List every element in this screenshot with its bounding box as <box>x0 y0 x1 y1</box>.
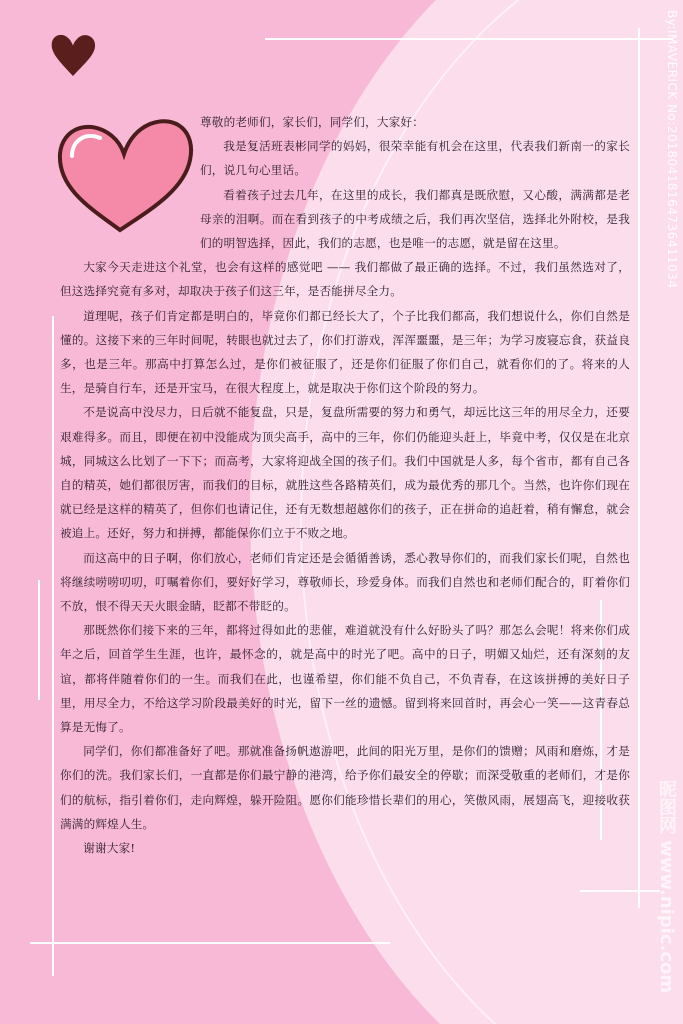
frame-line-left-short <box>38 580 40 700</box>
frame-line-right <box>638 28 640 908</box>
frame-line-bottom-right <box>580 890 660 892</box>
frame-line-bottom <box>30 942 390 944</box>
frame-line-top <box>265 38 673 40</box>
letter-body <box>60 110 630 860</box>
heart-small-icon <box>48 30 98 80</box>
letter-closing: 谢谢大家! <box>83 841 136 856</box>
letter-paragraph: 不是说高中没尽力，日后就不能复盘，只是，复盘所需要的努力和勇气，却远比这三年的用尽全力，还要艰难得多。而且，即便在初中没能成为顶尖高手，高中的三年，你们仍能迎头赶上，毕竟中考，仅仅是在北京城，同城这么比划了一下下；而高考，大家将迎战全国的孩子们。我们中国就是人多，每个省市，都有自己各自的精英，她们都很厉害，而我们的目标，就胜这些各路精英们，成为最优秀的那几个。当然，也许你们现在就已经是这样的精英了，但你们也请记住，还有无数想超越你们的孩子，正在拼命的追赶着，稍有懈怠，就会被追上。还好，努力和拼搏，都能保你们立于不败之地。 <box>60 405 630 541</box>
watermark-site: 昵图网 www.nipic.com <box>656 780 677 994</box>
letter-paragraph: 道理呢，孩子们肯定都是明白的，毕竟你们都已经长大了，个子比我们都高，我们想说什么，你们自然是懂的。这接下来的三年时间呢，转眼也就过去了，你们打游戏，浑浑噩噩，是三年；为学习废寝忘食，获益良多，也是三年。那高中打算怎么过，是你们被征服了，还是你们征服了你们自己，就看你们的了。将来的人生，是骑自行车，还是开宝马，在很大程度上，就是取决于你们这个阶段的努力。 <box>60 308 630 396</box>
letter-paragraph: 我是复活班表彬同学的妈妈，很荣幸能有机会在这里，代表我们新南一的家长们，说几句心里话。 <box>200 139 630 178</box>
letter-paragraph: 同学们，你们都准备好了吧。那就准备扬帆遨游吧，此间的阳光万里，是你们的馈赠；风雨和磨炼，才是你们的洗。我们家长们，一直都是你们最宁静的港湾，给予你们最安全的停歇；而深受敬重的老师们，才是你们的航标，指引着你们，走向辉煌，躲开险阻。愿你们能珍惜长辈们的用心，笑傲风雨，展翅高飞，迎接收获满满的辉煌人生。 <box>60 744 630 831</box>
watermark-id: By:IMAVERICK No:20180418164736411034 <box>665 10 679 289</box>
letter-paragraph: 那既然你们接下来的三年，都将过得如此的悲催，难道就没有什么好盼头了吗？那怎么会呢！将来你们成年之后，回首学生生涯，也许，最怀念的，就是高中的时光了吧。高中的日子，明媚又灿烂，还有深刻的友谊，都将伴随着你们的一生。而我们在此，也谨希望，你们能不负自己，不负青春，在这该拼搏的美好日子里，用尽全力，不给这学习阶段最美好的时光，留下一丝的遗憾。留到将来回首时，再会心一笑——这青春总算是无悔了。 <box>60 623 630 735</box>
letter-paragraph: 看着孩子过去几年，在这里的成长，我们都真是既欣慰，又心酸，满满都是老母亲的泪啊。而在看到孩子的中考成绩之后，我们再次坚信，选择北外附校，是我们的明智选择，因此，我们的志愿，也是唯一的志愿，就是留在这里。 <box>200 187 630 251</box>
letter-paragraph: 而这高中的日子啊，你们放心，老师们肯定还是会循循善诱，悉心教导你们的，而我们家长们呢，自然也将继续唠唠叨叨，叮嘱着你们，要好好学习，尊敬师长，珍爱身体。而我们自然也和老师们配合的，盯着你们不放，恨不得天天火眼金睛，眨都不带眨的。 <box>60 550 630 614</box>
letter-paragraph: 大家今天走进这个礼堂，也会有这样的感觉吧 —— 我们都做了最正确的选择。不过，我们虽然选对了，但这选择究竟有多对，却取决于孩子们这三年，是否能拼尽全力。 <box>60 260 630 299</box>
letter-salutation: 尊敬的老师们，家长们，同学们，大家好： <box>200 115 425 129</box>
frame-line-left <box>52 316 54 976</box>
